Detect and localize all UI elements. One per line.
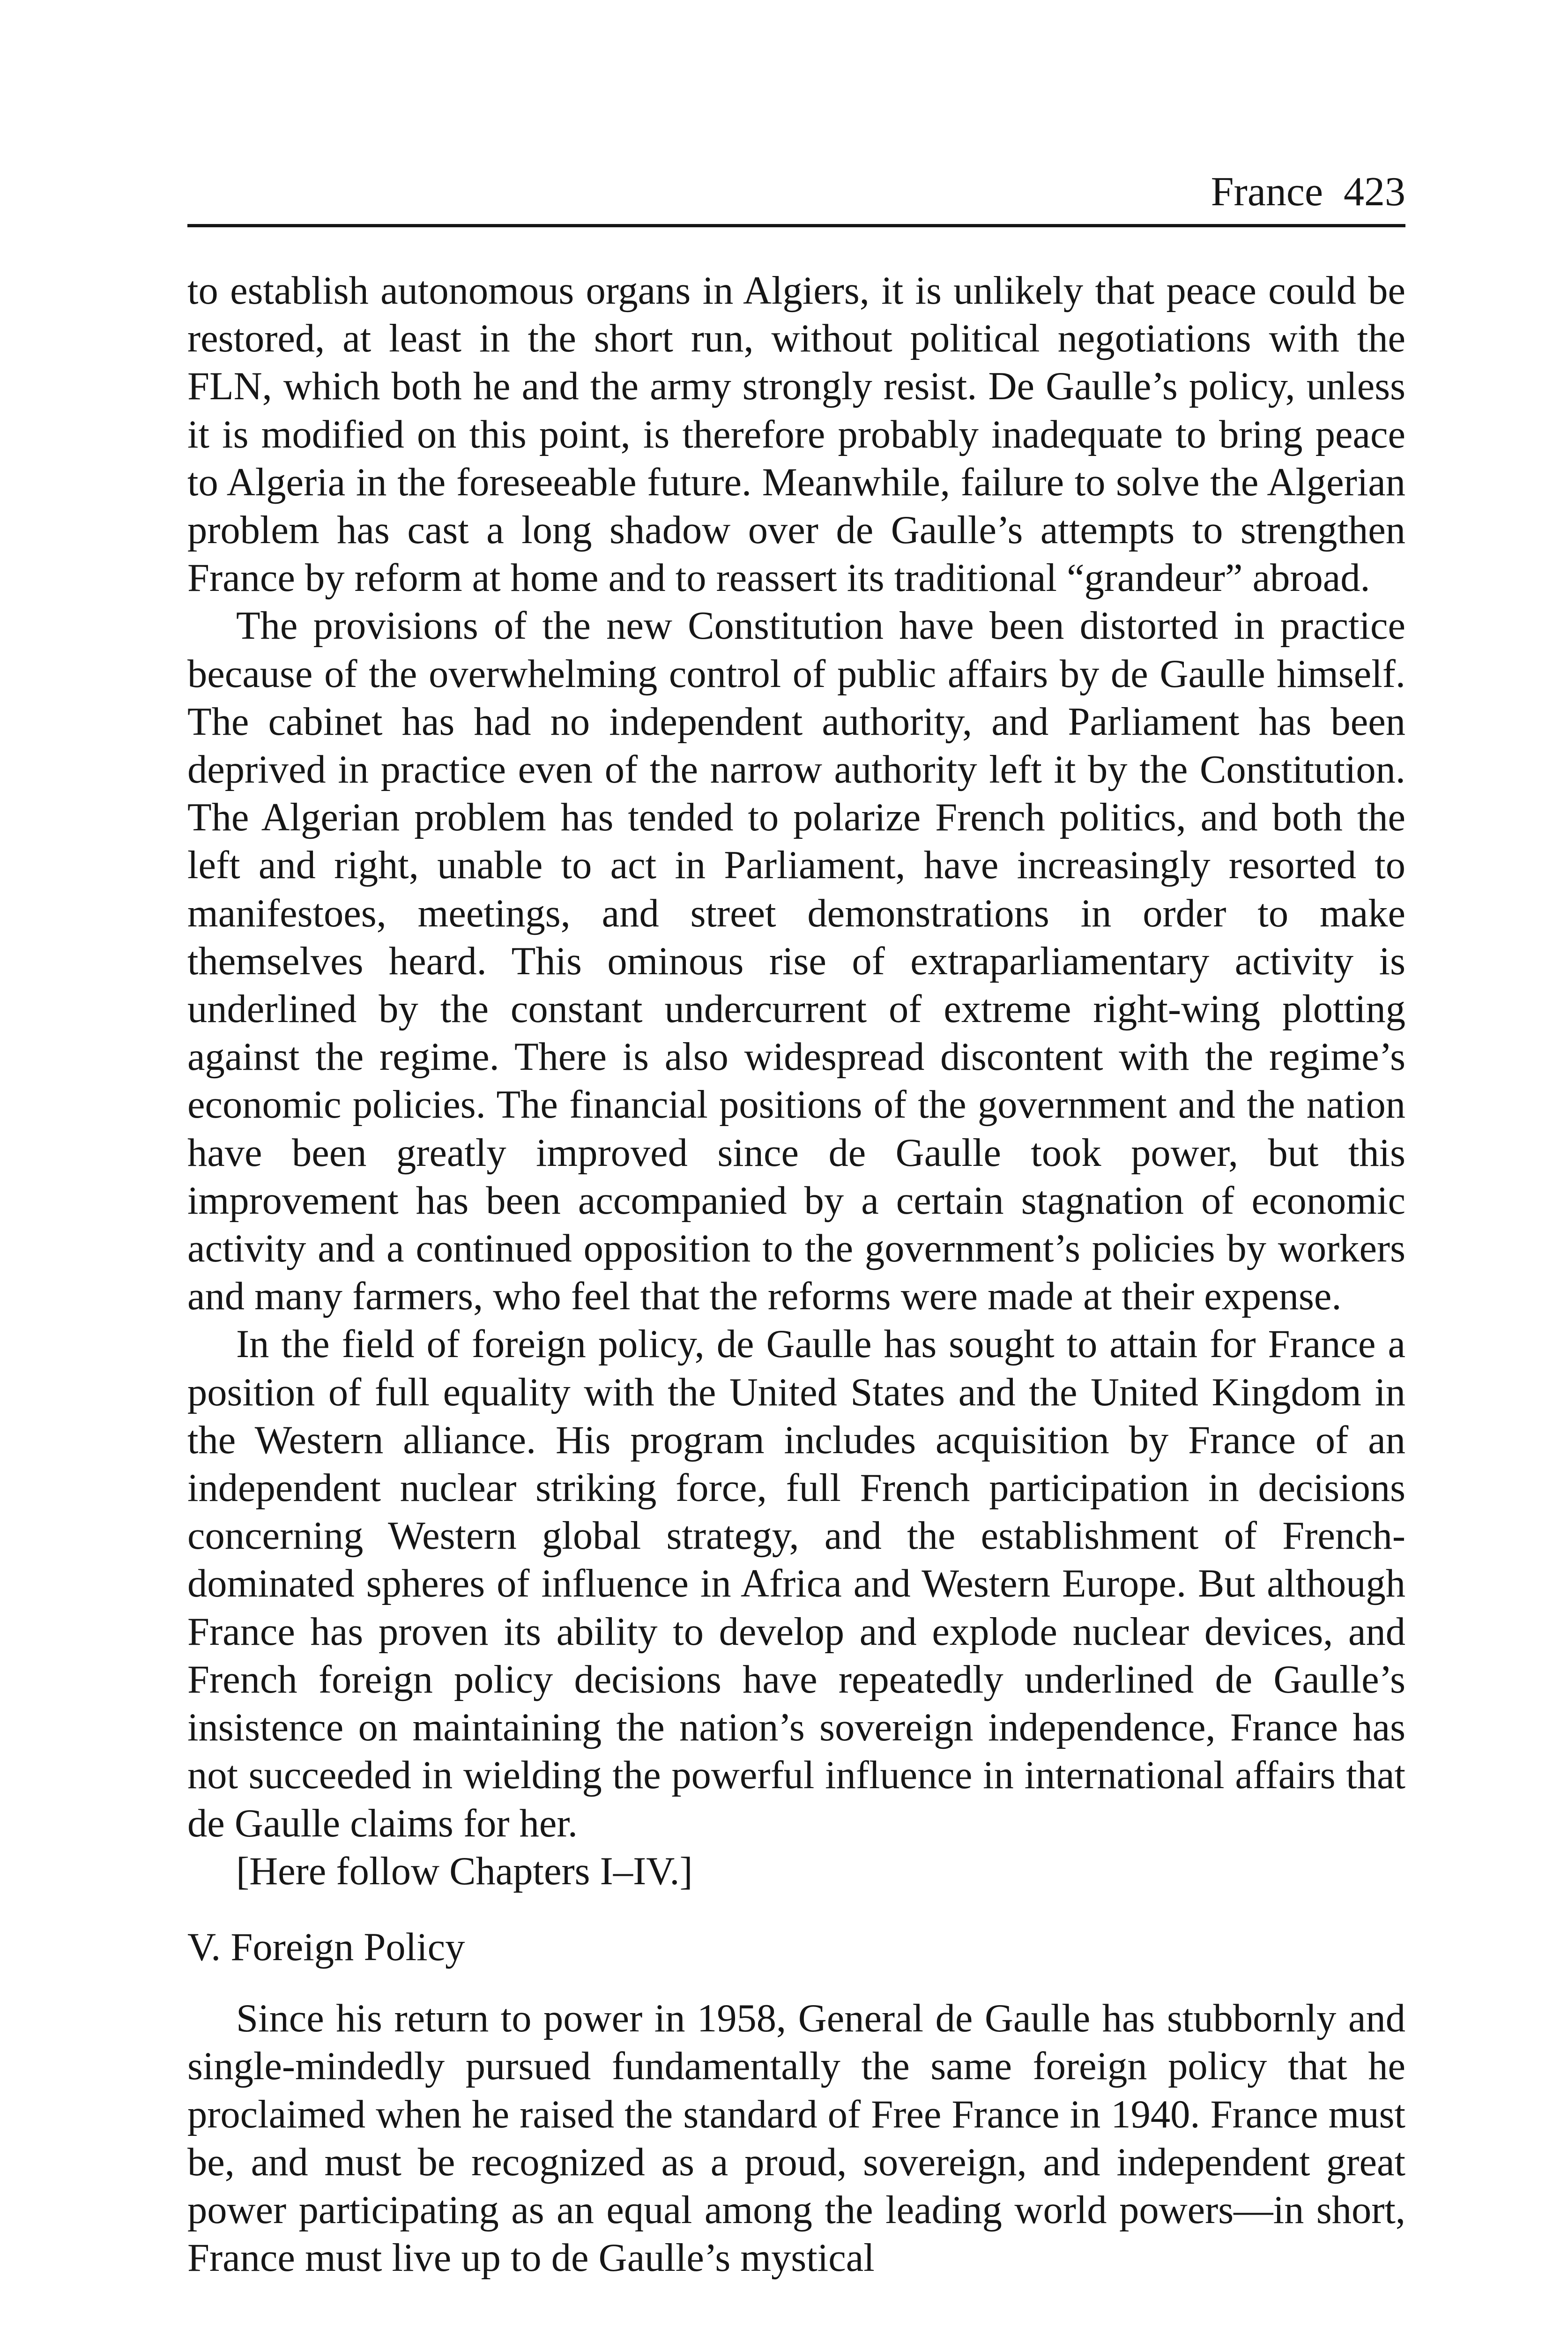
paragraph-4: Since his return to power in 1958, General de Gaulle has stubbornly and single-mindedly pursued fundamentally the same foreign policy that he proclaimed when he raised the standard of Free France in 1940. France must be, and must be recognized as a proud, sovereign, and independent great power participating as an equal among the leading world powers—in short, France must live up to de Gaulle’s mystical xyxy=(187,1997,1405,2280)
running-title: France xyxy=(1211,169,1323,215)
bracket-note: [Here follow Chapters I–IV.] xyxy=(236,1849,693,1893)
running-head xyxy=(187,166,1405,218)
paragraph-1: to establish autonomous organs in Algiers, it is unlikely that peace could be restored, at least in the short run, without political negotiations with the FLN, which both he and the army strongly resist. De Gaulle’s policy, unless it is modified on this point, is therefore probably inadequate to bring peace to Algeria in the foreseeable future. Meanwhile, failure to solve the Algerian problem has cast a long shadow over de Gaulle’s attempts to strengthen France by reform at home and to reassert its traditional “grandeur” abroad. xyxy=(187,269,1405,600)
header-rule xyxy=(187,224,1405,227)
page-number: 423 xyxy=(1344,169,1405,215)
paragraph-3: In the field of foreign policy, de Gaulle has sought to attain for France a position of full equality with the United States and the United Kingdom in the Western alliance. His program includes acquisition by France of an independent nuclear striking force, full French participation in decisions concerning Western global strategy, and the establishment of French-dominated spheres of influence in Africa and Western Europe. But although France has proven its ability to develop and explode nuclear devices, and French foreign policy decisions have repeatedly underlined de Gaulle’s insistence on maintaining the nation’s sovereign independence, France has not succeeded in wielding the powerful influence in international affairs that de Gaulle claims for her. xyxy=(187,1322,1405,1845)
paragraph-2: The provisions of the new Constitution have been distorted in practice because of the overwhelming control of public affairs by de Gaulle himself. The cabinet has had no independent authority, and Parliament has been deprived in practice even of the narrow authority left it by the Constitution. The Algerian problem has tended to polarize French politics, and both the left and right, unable to act in Parliament, have increasingly resorted to manifestoes, meetings, and street demonstrations in order to make themselves heard. This ominous rise of extraparliamentary activity is underlined by the constant undercurrent of extreme right-wing plotting against the regime. There is also widespread discontent with the regime’s economic policies. The financial positions of the government and the nation have been greatly improved since de Gaulle took power, but this improvement has been accompanied by a certain stagnation of economic activity and a continued opposition to the government’s policies by workers and many farmers, who feel that the reforms were made at their expense. xyxy=(187,604,1405,1319)
section-heading: V. Foreign Policy xyxy=(187,1925,465,1969)
body-text xyxy=(187,267,1405,2282)
